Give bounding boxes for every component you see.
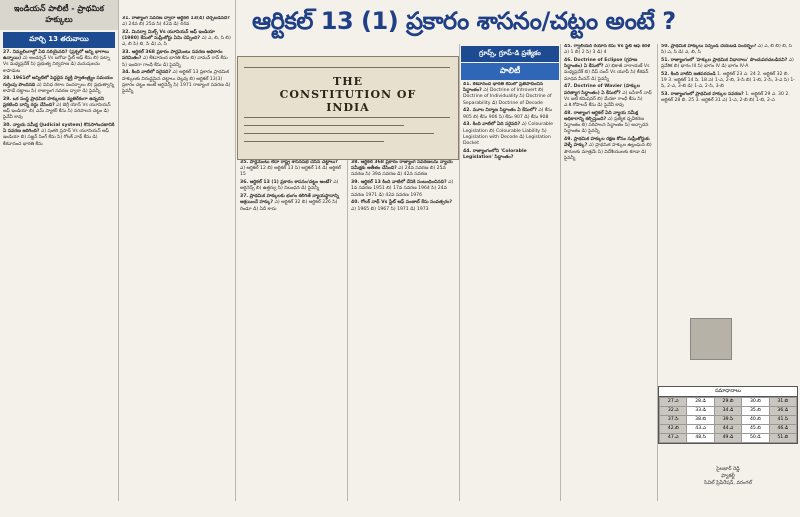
options: ఎ) 24వ బి) 25వ సి) 42వ డి) 44వ bbox=[122, 22, 190, 28]
answer-cell: 39.సి bbox=[714, 416, 741, 425]
decorative-rule bbox=[244, 117, 450, 118]
options: ఎ) షంకరి ప్రసాద్ Vs యూనియన్ ఆఫ్ ఇండియా బి) సజ్జన్ సింగ్ కేసు సి) గోలక్ నాథ్ కేసు డి) కేశవానంద భారతి కేసు bbox=[3, 129, 109, 147]
options: ఎ) భికాజీ నారాయణ్ Vs మధ్యప్రదేశ్ బి) దీప్ చంద్ Vs యూపీ సి) కేశవన్ మాధవ మీనన్ డి) పైవన్నీ bbox=[564, 64, 650, 82]
question: 40. గోలక్ నాథ్ Vs స్టేట్ ఆఫ్ పంజాబ్ కేసు సంవత్సరం? bbox=[351, 200, 453, 206]
question: 28. 1961లో అన్నిటిలో పెద్దదైన వ్యక్తి స్వాతంత్ర్యం సమయం గుర్తింపు పొందినది bbox=[3, 76, 113, 88]
options: ఎ) కేసు 905 బి) కేసు 906 సి) కేసు 907 డి) కేసు 908 bbox=[463, 108, 553, 120]
author-role: ఫ్యాకల్టీ bbox=[721, 473, 735, 479]
column-divider bbox=[235, 0, 236, 501]
options: ఎ) వివిధ రకాల సందర్భాలు బి) ప్రభుత్వాన్ని కాపాడే చట్టాలు సి) రాజ్యాంగ సవరణ ద్వారా డి) పైవన్నీ bbox=[3, 82, 115, 94]
author-name: సైలజార్ రెడ్డి bbox=[716, 466, 740, 472]
answer-cell: 30.బి bbox=[742, 398, 769, 407]
subject-tag: పాలిటీ bbox=[461, 63, 559, 80]
answer-cell: 44.ఎ bbox=[714, 425, 741, 434]
column-6 bbox=[561, 44, 657, 501]
answer-cell: 49.డి bbox=[714, 434, 741, 443]
options: ఎ) బసేశార్ నాథ్ Vs ఐటీ కమిషనర్ బి) మేనకా గాంధీ కేసు సి) ఎ.కె.గోపాలన్ కేసు డి) పైవేవీ కావు bbox=[564, 90, 652, 109]
answer-cell: 33.డి bbox=[687, 407, 714, 416]
constitution-image-line2: CONSTITUTION OF INDIA bbox=[279, 88, 417, 114]
constitution-image-title bbox=[258, 75, 438, 114]
answer-cell: 32.ఎ bbox=[660, 407, 687, 416]
question: 36. ఆర్టికల్ 13 (1) ప్రకారం శాసనం/చట్టం అంటే? bbox=[240, 180, 332, 186]
decorative-rule bbox=[244, 141, 384, 142]
options: ఎ) Doctrine of Introvert బి) Doctrine of Individuality సి) Doctrine of Separability డి) Doctrine of Decode bbox=[463, 88, 552, 106]
column-2 bbox=[119, 16, 235, 517]
column-body bbox=[0, 50, 118, 148]
options: ఎ) 1 బి) 2 సి) 3 డి) 4 bbox=[564, 50, 607, 56]
answer-cell: 37.సి bbox=[660, 416, 687, 425]
options: 1. ఆర్టికల్ 29 ఎ. 30 2. ఆర్టికల్ 28 బి. 25 3. ఆర్టికల్ 31 ఎ) 1-ఎ, 2-బి బి) 1-బి, 2-ఎ bbox=[661, 92, 790, 104]
question: 51. రాజ్యాంగంలో 'హక్కుల ప్రాథమిక విధానాలు' పొందుపరచబడినవి? bbox=[661, 58, 788, 63]
options: 1. ఆర్టికల్ 23 ఎ. 24 2. ఆర్టికల్ 32 బి. 19 3. ఆర్టికల్ 14 సి. 18 ఎ) 1-ఎ, 2-బి, 3-సి బి) 1-బి, 2-సి, 3-ఎ సి) 1-సి, 2-ఎ, 3-బి డి) 1-ఎ, 2-సి, 3-బి bbox=[661, 72, 795, 90]
options: ఎ) ఆర్టికల్ 32 బి) ఆర్టికల్ 226 సి) రెండూ డి) ఏదీ కాదు bbox=[240, 200, 338, 212]
column-3 bbox=[237, 160, 347, 501]
table-row bbox=[660, 407, 797, 416]
decorative-rule bbox=[244, 125, 404, 126]
options: ఎ) 1965 బి) 1967 సి) 1971 డి) 1973 bbox=[351, 206, 429, 212]
question: 46. Doctrine of Eclipse (గ్రహణ సిద్ధాంతం) ఏ కేసులో? bbox=[564, 58, 638, 70]
options: ఎ) ప్రాథమిక హక్కుల ఉల్లంఘన బి) పౌరులకు మాత్రమే సి) విదేశీయులకు కూడా డి) పైవన్నీ bbox=[564, 143, 652, 161]
question: 27. నిమ్నలింగాల్లో ఏది సరియైనది? (ప్రశ్నలో అన్ని భాగాలు ఉన్నాయి) bbox=[3, 50, 109, 62]
decorative-rule bbox=[244, 67, 450, 68]
column-1 bbox=[0, 0, 118, 501]
group-tag: గ్రూప్స్, గ్రూప్-డి ప్రత్యేకం bbox=[461, 46, 559, 62]
question: 32. మినర్వా మిల్స్ Vs యూనియన్ ఆఫ్ ఇండియా (1980) కేసులో సుప్రీంకోర్టు ఏమి చెప్పింది? bbox=[122, 30, 215, 42]
author-org: సివిల్ ప్రిపేరేషన్, వరంగల్ bbox=[703, 480, 753, 486]
answer-cell: 28.డి bbox=[687, 398, 714, 407]
options: ఎ) Colourable Legislation బి) Colourable Liability సి) Legislation with Decode డి) Legislation Docket bbox=[463, 122, 553, 147]
question: 48. రాజ్యాంగ ఆర్టికల్ ఏది న్యాయ సమీక్ష అధికారాన్ని కల్పిస్తుంది? bbox=[564, 110, 639, 123]
section-subtitle: మార్చి 13 తరువాయి bbox=[3, 32, 115, 48]
answer-cell: 36.డి bbox=[769, 407, 796, 416]
answer-cell: 29.బి bbox=[714, 398, 741, 407]
column-body bbox=[348, 160, 458, 213]
options: ఎ) 24వ సవరణ బి) 25వ సవరణ సి) 39వ సవరణ డి) 42వ సవరణ bbox=[351, 166, 446, 178]
answers-title: సమాధానాలు bbox=[659, 387, 797, 397]
answer-cell: 51.బి bbox=[769, 434, 796, 443]
question: 47. Doctrine of Wavier (హక్కుల పరిత్యాగ సిద్ధాంతం) ఏ కేసులో? bbox=[564, 84, 640, 96]
answers-table bbox=[658, 386, 798, 444]
column-body bbox=[119, 16, 235, 95]
answer-cell: 35.బి bbox=[742, 407, 769, 416]
options: ఎ) ప్రత్యేక ధృవీకరణ సిద్ధాంతం బి) పరిపాలన సిద్ధాంతం సి) ఆచ్ఛాదన సిద్ధాంతం డి) పైవన్నీ bbox=[564, 117, 649, 135]
options: ఎ) ఎ, బి, సి బి) ఎ, బి సి) బి, సి డి) ఎ, సి bbox=[122, 36, 231, 48]
section-title: ఇండియన్ పాలిటీ - ప్రాథమిక హక్కులు bbox=[0, 0, 118, 30]
options: ఎ) ఆండర్సన్ Vs బరోడా స్టేట్ ఆఫ్ కేసు బి) పట్నా Vs మధ్యప్రదేశ్ సి) ప్రభుత్వ నిర్వహణ డి) మనుషులను కాపాడుట bbox=[3, 56, 111, 74]
column-body bbox=[561, 44, 657, 162]
column-7 bbox=[658, 44, 798, 314]
constitution-image bbox=[237, 56, 459, 160]
answer-cell: 45.బి bbox=[742, 425, 769, 434]
question: 43. కింది వాటిలో ఏది సరైనది? bbox=[463, 122, 521, 128]
answer-cell: 27.ఎ bbox=[660, 398, 687, 407]
column-5 bbox=[460, 82, 560, 501]
question: 39. ఆర్టికల్ 13 కింది వాటిలో దేనికి సంబంధించినది? bbox=[351, 180, 447, 186]
question: 34. కింది వాటిలో సరైనది? bbox=[122, 70, 172, 76]
options: ఎ) బెర్రీ యోన్ Vs యూనియన్ ఆఫ్ ఇండియా బి) ఎమ్ ప్యాకర్ కేసు సి) పరిపాలన చట్టం డి) పైవేవీ కావు bbox=[3, 102, 111, 121]
question: 41. కేశవానంద భారతి కేసులో ప్రతిపాదించిన సిద్ధాంతం? bbox=[463, 82, 544, 94]
table-row bbox=[660, 434, 797, 443]
answer-cell: 41.సి bbox=[769, 416, 796, 425]
answer-cell: 38.బి bbox=[687, 416, 714, 425]
options: ఎ) ఎ, బి బి) బి, సి సి) ఎ, సి డి) ఎ, బి, సి bbox=[661, 44, 792, 56]
question: 53. రాజ్యాంగంలో ప్రాథమిక హక్కుల సవరణ? bbox=[661, 92, 744, 98]
author-credit bbox=[668, 466, 788, 487]
question: 29. ఒక సంస్థ ప్రాధమిక హక్కులకు వ్యతిరేకంగా ఉన్నదని ప్రకటించి దాన్ని రద్దు చేసింది? bbox=[3, 96, 104, 108]
question: 50. ప్రాథమిక హక్కులు సస్పెండ్ చేయబడే సందర్భం? bbox=[661, 44, 757, 49]
column-body bbox=[658, 44, 798, 105]
answer-cell: 48.సి bbox=[687, 434, 714, 443]
question: 45. గ్వాలియర్ రేయాన్ కేసు Vs స్టేట్ ఆఫ్ కేరళ bbox=[564, 44, 651, 49]
answer-cell: 42.బి bbox=[660, 425, 687, 434]
answer-cell: 34.డి bbox=[714, 407, 741, 416]
page-headline: ఆర్టికల్ 13 (1) ప్రకారం శాసనం/చట్టం అంటే ? bbox=[252, 7, 676, 35]
table-row bbox=[660, 398, 797, 407]
options: ఎ) ఆర్డినెన్స్ బి) ఉత్తర్వు సి) నిబంధన డి) పైవన్నీ bbox=[240, 180, 339, 192]
answer-cell: 40.బి bbox=[742, 416, 769, 425]
options: ఎ) ఆర్టికల్ 12 బి) ఆర్టికల్ 13 సి) ఆర్టికల్ 14 డి) ఆర్టికల్ 15 bbox=[240, 166, 341, 178]
question: 44. రాజ్యాంగంలోని 'Colorable Legislation' సిద్ధాంతం? bbox=[463, 148, 527, 161]
answer-cell: 43.ఎ bbox=[687, 425, 714, 434]
question: 42. మూల నిర్మాణ సిద్ధాంతం ఏ కేసులో? bbox=[463, 108, 537, 114]
options: ఎ) ప్రవేశిక బి) భాగం III సి) భాగం IV డి) భాగం IV-A bbox=[661, 58, 794, 70]
answer-cell: 47.ఎ bbox=[660, 434, 687, 443]
question: 37. ప్రాథమిక హక్కులకు భంగం కలిగితే న్యాయస్థానాన్ని ఆశ్రయించే హక్కు? bbox=[240, 194, 340, 206]
answer-cell: 46.డి bbox=[769, 425, 796, 434]
constitution-image-line1: THE bbox=[333, 75, 363, 88]
question: 31. రాజ్యాంగ సవరణ ద్వారా ఆర్టికల్ 13(4) చేర్చబడినది? bbox=[122, 16, 230, 21]
author-photo bbox=[690, 318, 732, 360]
question: 49. ప్రాథమిక హక్కుల రక్షణ కోసం సుప్రీంకోర్టుకు వెళ్ళే హక్కు? bbox=[564, 137, 650, 149]
column-body bbox=[460, 82, 560, 161]
options: ఎ) కేశవానంద భారతి కేసు బి) వామన్ రావ్ కేసు సి) ఇందిరా గాంధీ కేసు డి) పైవన్నీ bbox=[122, 56, 228, 68]
answers-grid bbox=[659, 397, 797, 443]
options: ఎ) ఆర్టికల్ 13 ప్రకారం ప్రాథమిక హక్కులకు విరుద్ధమైన చట్టాలు చెల్లవు బి) ఆర్టికల్ 13(3) ప్రకారం చట్టం అంటే ఆర్డినెన్స్ సి) 1971 రాజ్యాంగ సవరణ డి) పైవన్నీ bbox=[122, 70, 231, 95]
answer-cell: 31.బి bbox=[769, 398, 796, 407]
table-row bbox=[660, 416, 797, 425]
options: ఎ) 1వ సవరణ 1951 బి) 17వ సవరణ 1964 సి) 24వ సవరణ 1971 డి) 42వ సవరణ 1976 bbox=[351, 180, 454, 198]
column-body bbox=[237, 160, 347, 213]
answer-cell: 50.డి bbox=[742, 434, 769, 443]
question: 38. ఆర్టికల్ 368 ప్రకారం రాజ్యాంగ సవరణలను న్యాయ సమీక్షకు అతీతం చేసింది? bbox=[351, 160, 453, 172]
decorative-rule bbox=[244, 133, 434, 134]
question: 52. కింది వాటిని జతపరచండి bbox=[661, 72, 716, 77]
question: 30. న్యాయ సమీక్ష (Judicial system) కొనసాగించటానికి ఏ సవరణ జరిగింది? bbox=[3, 123, 115, 135]
table-row bbox=[660, 425, 797, 434]
column-4 bbox=[348, 160, 458, 501]
question: 33. ఆర్టికల్ 368 ప్రకారం పార్లమెంటు సవరణ అధికారం పరిమితం? bbox=[122, 50, 223, 62]
question: 35. పార్లమెంటు లేదా రాష్ట్ర శాసనసభ చేసిన చట్టాలు? bbox=[240, 160, 338, 165]
